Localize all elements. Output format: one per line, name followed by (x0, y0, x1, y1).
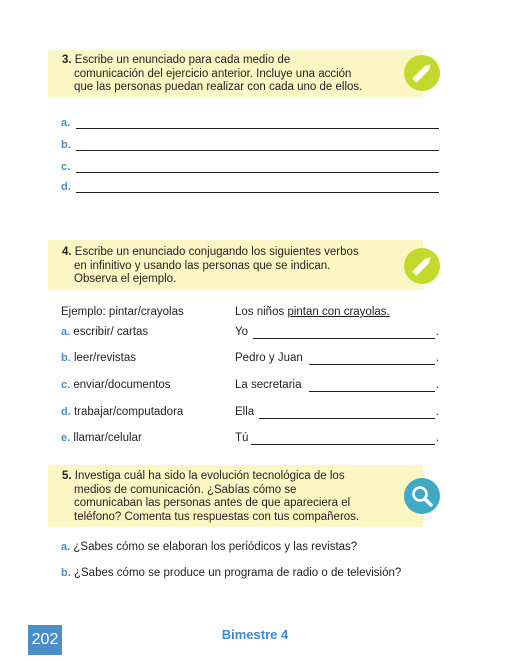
row-verbs: trabajar/computadora (73, 406, 184, 418)
q5-text: Investiga cuál ha sido la evolución tecnológica de los medios de comunicación. ¿Sabías cómo se comunicaban las personas antes de que apareciera el teléfono? Comenta tus respuestas con tus compañeros. (74, 470, 360, 523)
answer-blank[interactable] (251, 444, 435, 445)
row-verbs: enviar/documentos (73, 379, 171, 391)
q3-number: 3. (62, 54, 72, 66)
q4-banner (48, 240, 423, 290)
row-period: . (435, 406, 439, 418)
row-subject: Pedro y Juan (235, 352, 303, 364)
answer-blank[interactable] (253, 338, 435, 339)
item-text: ¿Sabes cómo se produce un programa de radio o de televisión? (73, 567, 402, 579)
row-letter: c. (61, 379, 71, 391)
q5-instruction (62, 470, 363, 524)
answer-line[interactable] (76, 192, 439, 193)
q4-number: 4. (62, 246, 72, 258)
q5-banner (48, 465, 423, 527)
page-number: 202 (28, 625, 62, 655)
row-subject: La secretaria (235, 379, 302, 391)
item-text: ¿Sabes cómo se elaboran los periódicos y las revistas? (73, 541, 358, 553)
row-period: . (435, 379, 439, 391)
answer-blank[interactable] (259, 418, 435, 419)
magnifier-icon (404, 478, 440, 514)
answer-letter: a. (61, 117, 71, 129)
answer-line[interactable] (76, 128, 439, 129)
answer-letter: b. (61, 139, 71, 151)
bimester-label: Bimestre 4 (221, 627, 289, 642)
q3-instruction (62, 54, 363, 95)
q4-instruction (62, 246, 363, 287)
q4-example (61, 306, 439, 322)
row-subject: Yo (235, 326, 249, 338)
answer-blank[interactable] (309, 391, 435, 392)
row-verbs: escribir/ cartas (73, 326, 149, 338)
row-letter: d. (61, 406, 71, 418)
answer-line[interactable] (76, 172, 439, 173)
q3-text: Escribe un enunciado para cada medio de comunicación del ejercicio anterior. Incluye una acción que las personas puedan realizar con cada uno de ellos. (74, 54, 363, 93)
q4-row-b (61, 352, 439, 368)
row-letter: b. (61, 352, 71, 364)
q4-row-d (61, 406, 439, 422)
row-period: . (435, 432, 439, 444)
q4-text: Escribe un enunciado conjugando los siguientes verbos en infinitivo y usando las personas que se indican. Observa el ejemplo. (74, 246, 359, 285)
answer-line[interactable] (76, 150, 439, 151)
q4-row-a (61, 326, 439, 342)
answer-blank[interactable] (309, 364, 435, 365)
example-prefix: Los niños (235, 306, 288, 318)
q4-row-c (61, 379, 439, 395)
row-period: . (435, 326, 439, 338)
q3-banner (48, 50, 423, 97)
pencil-icon (404, 55, 440, 91)
example-answer: pintan con crayolas. (287, 306, 390, 318)
q4-row-e (61, 432, 439, 448)
row-letter: e. (61, 432, 71, 444)
q5-item-b (61, 567, 401, 579)
answer-letter: d. (61, 181, 71, 193)
row-period: . (435, 352, 439, 364)
example-label: Ejemplo: pintar/crayolas (61, 306, 184, 318)
q5-item-a (61, 541, 357, 553)
row-verbs: llamar/celular (73, 432, 142, 444)
row-subject: Ella (235, 406, 255, 418)
pencil-icon (404, 248, 440, 284)
q3-answer-d[interactable] (61, 181, 439, 195)
q5-number: 5. (62, 470, 72, 482)
answer-letter: c. (61, 161, 71, 173)
row-verbs: leer/revistas (73, 352, 136, 364)
row-letter: a. (61, 326, 71, 338)
q3-answer-a[interactable] (61, 117, 439, 131)
item-letter: b. (61, 567, 71, 579)
row-subject: Tú (235, 432, 249, 444)
q3-answer-b[interactable] (61, 139, 439, 153)
item-letter: a. (61, 541, 71, 553)
q3-answer-c[interactable] (61, 161, 439, 175)
